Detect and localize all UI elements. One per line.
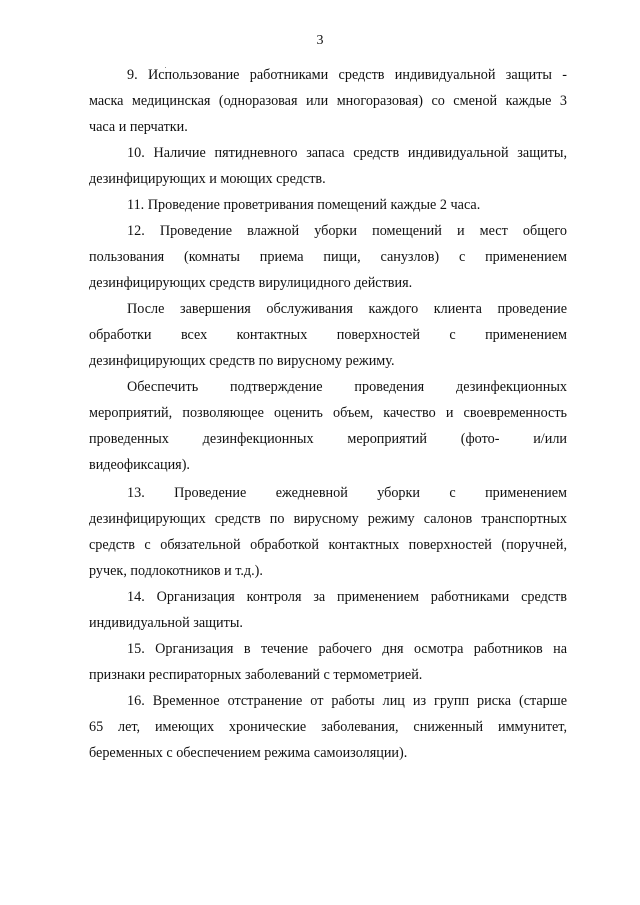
text-line: дезинфицирующих и моющих средств. xyxy=(89,171,326,187)
text-line: 10. Наличие пятидневного запаса средств индивидуальной защиты, xyxy=(127,145,567,161)
text-line: 15. Организация в течение рабочего дня осмотра работников на xyxy=(127,641,567,657)
text-line: ручек, подлокотников и т.д.). xyxy=(89,563,263,579)
text-line: 11. Проведение проветривания помещений каждые 2 часа. xyxy=(127,197,481,213)
text-line: 12. Проведение влажной уборки помещений и мест общего xyxy=(127,223,567,239)
text-line: После завершения обслуживания каждого клиента проведение xyxy=(127,301,567,317)
text-line: видеофиксация). xyxy=(89,457,190,473)
text-line: маска медицинская (одноразовая или многоразовая) со сменой каждые 3 xyxy=(89,93,567,109)
text-line: мероприятий, позволяющее оценить объем, качество и своевременность xyxy=(89,405,567,421)
text-line: 65 лет, имеющих хронические заболевания, сниженный иммунитет, xyxy=(89,719,567,735)
text-line: пользования (комнаты приема пищи, санузлов) с применением xyxy=(89,249,567,265)
text-line: индивидуальной защиты. xyxy=(89,615,243,631)
text-line: Обеспечить подтверждение проведения дезинфекционных xyxy=(127,379,567,395)
text-line: проведенных дезинфекционных мероприятий (фото- и/или xyxy=(89,431,567,447)
text-line: беременных с обеспечением режима самоизоляции). xyxy=(89,745,408,761)
page-number: 3 xyxy=(316,33,324,48)
text-line: дезинфицирующих средств по вирусному режиму салонов транспортных xyxy=(89,511,567,527)
text-line: дезинфицирующих средств вирулицидного действия. xyxy=(89,275,413,291)
text-line: признаки респираторных заболеваний с термометрией. xyxy=(89,667,423,683)
text-line: часа и перчатки. xyxy=(89,119,188,135)
text-line: обработки всех контактных поверхностей с применением xyxy=(89,327,567,343)
text-line: 9. Использование работниками средств индивидуальной защиты - xyxy=(127,67,567,83)
text-line: 13. Проведение ежедневной уборки с применением xyxy=(127,485,567,501)
text-line: средств с обязательной обработкой контактных поверхностей (поручней, xyxy=(89,537,567,553)
text-line: 16. Временное отстранение от работы лиц из групп риска (старше xyxy=(127,693,567,709)
text-line: дезинфицирующих средств по вирусному режиму. xyxy=(89,353,395,369)
text-line: 14. Организация контроля за применением работниками средств xyxy=(127,589,567,605)
